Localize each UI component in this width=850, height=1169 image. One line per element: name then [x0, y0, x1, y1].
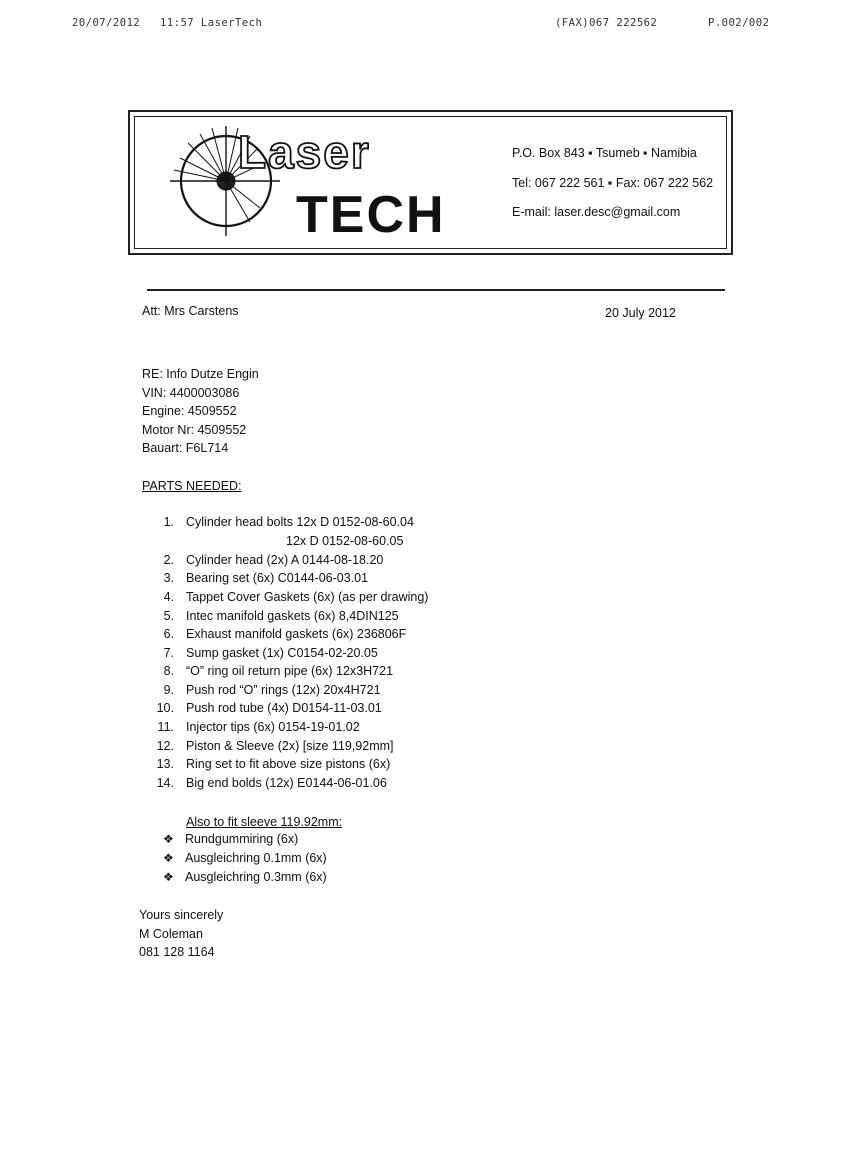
part-text: Push rod tube (4x) D0154-11-03.01 — [186, 701, 382, 715]
signatory-phone: 081 128 1164 — [139, 945, 215, 959]
part-number: 1. — [163, 515, 174, 529]
re-block — [142, 365, 259, 458]
logo-word-tech: TECH — [296, 186, 446, 244]
part-text: Intec manifold gaskets (6x) 8,4DIN125 — [186, 609, 399, 623]
part-number: 10. — [156, 701, 174, 715]
part-text: Piston & Sleeve (2x) [size 119,92mm] — [186, 739, 394, 753]
part-text: Injector tips (6x) 0154-19-01.02 — [186, 720, 360, 734]
part-text: “O” ring oil return pipe (6x) 12x3H721 — [186, 664, 394, 678]
part-text: Cylinder head bolts 12x D 0152-08-60.04 — [186, 515, 414, 529]
re-line: Motor Nr: 4509552 — [142, 422, 247, 437]
closing-block — [139, 906, 223, 962]
letterhead-tel-fax: Tel: 067 222 561 ▪ Fax: 067 222 562 — [512, 176, 714, 190]
part-number: 14. — [156, 776, 174, 790]
letterhead-email: E-mail: laser.desc@gmail.com — [512, 205, 681, 219]
part-number: 2. — [163, 553, 174, 567]
fax-number: (FAX)067 222562 — [555, 17, 658, 29]
attention-line: Att: Mrs Carstens — [142, 304, 239, 318]
part-number: 11. — [157, 720, 174, 734]
diamond-bullet-icon: ❖ — [163, 832, 174, 846]
diamond-bullet-icon: ❖ — [163, 851, 174, 865]
part-text: Bearing set (6x) C0144-06-03.01 — [186, 571, 369, 585]
fax-time-sender: 11:57 LaserTech — [160, 17, 263, 29]
fax-date: 20/07/2012 — [72, 17, 141, 29]
part-text: Push rod “O” rings (12x) 20x4H721 — [186, 683, 381, 697]
sleeve-item: Ausgleichring 0.3mm (6x) — [185, 870, 327, 884]
diamond-bullet-icon: ❖ — [163, 870, 174, 884]
part-number: 3. — [163, 571, 174, 585]
part-number: 4. — [163, 590, 174, 604]
closing-line: Yours sincerely — [139, 908, 224, 922]
letterhead-address: P.O. Box 843 ▪ Tsumeb ▪ Namibia — [512, 146, 697, 160]
part-number: 6. — [163, 627, 174, 641]
letter-date: 20 July 2012 — [605, 306, 676, 320]
part-text: 12x D 0152-08-60.05 — [286, 534, 404, 548]
parts-heading: PARTS NEEDED: — [142, 479, 242, 493]
sleeve-item: Ausgleichring 0.1mm (6x) — [185, 851, 327, 865]
part-text: Sump gasket (1x) C0154-02-20.05 — [186, 646, 378, 660]
part-text: Cylinder head (2x) A 0144-08-18.20 — [186, 553, 384, 567]
part-text: Tappet Cover Gaskets (6x) (as per drawing) — [186, 590, 429, 604]
part-number: 13. — [156, 757, 174, 771]
part-text: Big end bolds (12x) E0144-06-01.06 — [186, 776, 387, 790]
fax-page: P.002/002 — [708, 17, 770, 29]
logo-word-laser: Laser — [238, 126, 371, 178]
sleeve-heading: Also to fit sleeve 119.92mm: — [186, 815, 343, 829]
part-text: Ring set to fit above size pistons (6x) — [186, 757, 391, 771]
part-number: 7. — [163, 646, 174, 660]
sleeve-item: Rundgummiring (6x) — [185, 832, 299, 846]
part-number: 9. — [163, 683, 174, 697]
lasertech-logo — [160, 118, 455, 246]
re-line: VIN: 4400003086 — [142, 385, 240, 400]
part-number: 8. — [163, 664, 174, 678]
part-number: 12. — [156, 739, 174, 753]
signatory-name: M Coleman — [139, 926, 203, 941]
part-number: 5. — [163, 609, 174, 623]
re-line: Bauart: F6L714 — [142, 441, 229, 455]
re-line: RE: Info Dutze Engin — [142, 367, 259, 381]
header-rule — [147, 289, 725, 291]
re-line: Engine: 4509552 — [142, 404, 237, 418]
part-text: Exhaust manifold gaskets (6x) 236806F — [186, 627, 407, 641]
